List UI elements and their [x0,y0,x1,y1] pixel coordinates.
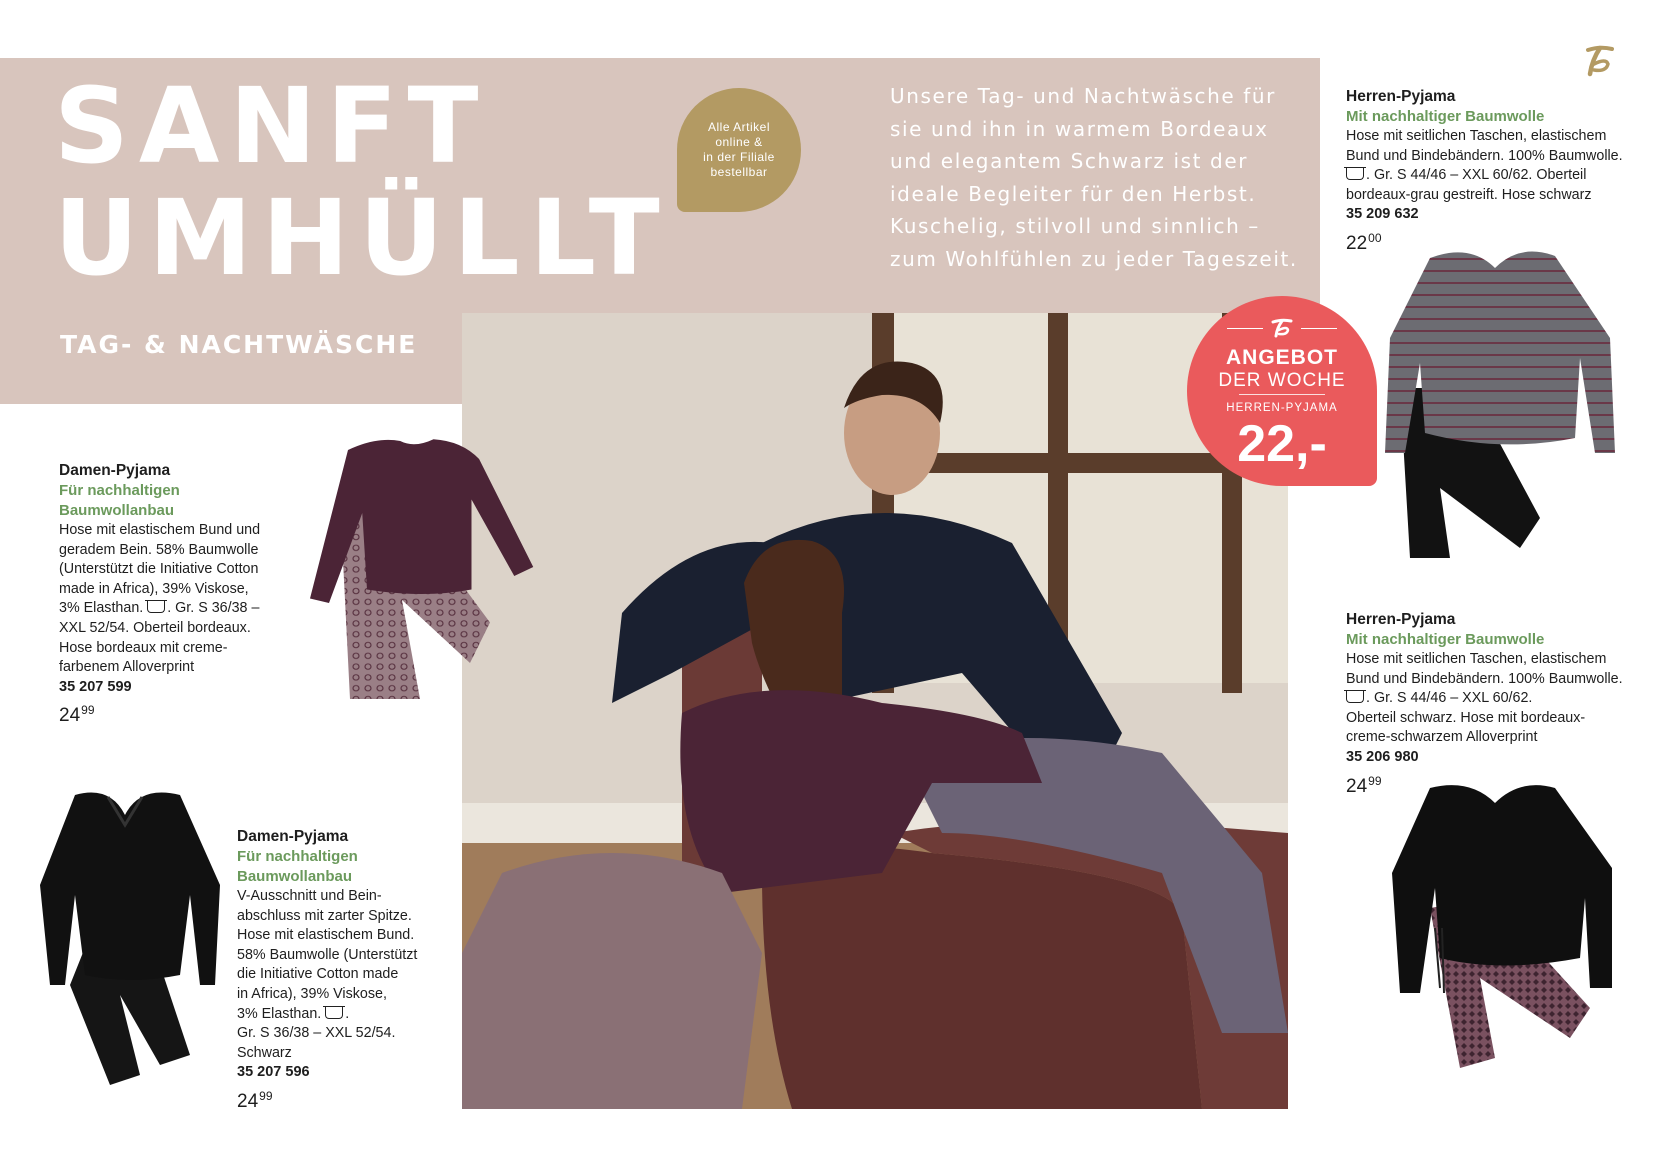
offer-divider-left [1227,328,1263,329]
product-subtitle-line: Mit nachhaltiger Baumwolle [1346,108,1545,125]
product-subtitle [1346,107,1646,127]
offer-product: HERREN-PYJAMA [1226,402,1338,414]
product-description-part: V-Ausschnitt und Bein- abschluss mit zarter Spitze. Hose mit elastischem Bund. 58% Baumwolle (Unterstützt die Initiative Cotton made in Africa), 39% Viskose, 3% Elasthan. [237,888,418,1022]
product-price-main: 24 [237,1090,259,1112]
product-price [237,1087,467,1112]
product-subtitle-line: Für nachhaltigen [59,482,180,499]
product-description [1346,127,1646,205]
product-title: Damen-Pyjama [237,828,349,845]
badge-line-3: in der Filiale [703,150,775,164]
product-damen-pyjama-2 [237,827,467,1112]
intro-line-6: zum Wohlfühlen zu jeder Tageszeit. [890,246,1298,271]
product-subtitle-line: Baumwollanbau [237,868,353,885]
offer-price: 22,- [1237,415,1327,473]
intro-line-5: Kuschelig, stilvoll und sinnlich – [890,214,1260,238]
product-description [59,521,289,678]
offer-divider-right [1301,328,1337,329]
product-description-part: . Gr. S 36/38 – XXL 52/54. Schwarz [237,1005,396,1061]
laundry-wash-icon [325,1007,343,1019]
intro-text [890,80,1310,275]
availability-badge [677,88,801,212]
product-subtitle-line: Mit nachhaltiger Baumwolle [1346,631,1545,648]
lifestyle-photo [462,313,1288,1109]
laundry-wash-icon [1346,168,1364,180]
product-price-cents: 99 [259,1088,273,1103]
product-description-part: Hose mit elastischem Bund und geradem Bein. 58% Baumwolle (Unterstützt die Initiative Cotton made in Africa), 39% Viskose, 3% Elasthan. [59,522,261,617]
damen-pyjama-black-image [30,785,230,1105]
herren-pyjama-striped-image [1380,238,1620,578]
product-description [237,887,467,1063]
offer-badge [1187,296,1377,486]
intro-line-1: Unsere Tag- und Nachtwäsche für [890,84,1276,108]
product-description-part: Hose mit seitlichen Taschen, elastischem Bund und Bindebändern. 100% Baumwolle. [1346,128,1623,164]
offer-title: ANGEBOT [1226,346,1338,369]
laundry-wash-icon [1346,691,1364,703]
product-price-main: 22 [1346,232,1368,254]
product-price-cents: 99 [81,703,95,718]
product-price-main: 24 [1346,775,1368,797]
product-article-number: 35 207 596 [237,1064,310,1081]
product-subtitle [59,481,289,521]
intro-line-3: und elegantem Schwarz ist der [890,149,1249,173]
badge-line-2: online & [715,135,763,149]
product-description [1346,650,1646,748]
product-herren-pyjama-1 [1346,87,1646,254]
product-article-number: 35 206 980 [1346,748,1419,765]
product-herren-pyjama-2 [1346,610,1646,796]
product-article-number: 35 209 632 [1346,206,1419,223]
badge-line-1: Alle Artikel [707,120,771,134]
product-subtitle [1346,630,1646,650]
product-price-cents: 99 [1368,773,1382,788]
product-price-main: 24 [59,705,81,727]
hero-band-extension [0,314,462,404]
headline-line-1: SANFT [54,65,489,187]
offer-separator [1239,394,1325,395]
offer-subtitle: DER WOCHE [1218,370,1346,391]
product-article-number: 35 207 599 [59,678,132,695]
headline-line-2: UMHÜLLT [54,177,670,299]
product-price-cents: 00 [1368,230,1382,245]
intro-line-4: ideale Begleiter für den Herbst. [890,181,1257,206]
product-description-part: . Gr. S 44/46 – XXL 60/62. Oberteil schwarz. Hose mit bordeaux- creme-schwarzem Alloverprint [1346,690,1586,746]
product-title: Herren-Pyjama [1346,88,1456,105]
product-description-part: . Gr. S 36/38 – XXL 52/54. Oberteil bordeaux. Hose bordeaux mit creme- farbenem Alloverprint [59,600,260,676]
product-subtitle-line: Für nachhaltigen [237,848,358,865]
product-description-part: . Gr. S 44/46 – XXL 60/62. Oberteil bordeaux-grau gestreift. Hose schwarz [1346,167,1592,203]
tchibo-logo-icon [1267,316,1297,340]
product-price [59,701,289,726]
intro-line-2: sie und ihn in warmem Bordeaux [890,116,1269,141]
product-subtitle [237,847,467,887]
tchibo-logo-icon [1578,40,1618,80]
herren-pyjama-black-image [1380,778,1620,1108]
badge-line-4: bestellbar [710,165,768,179]
headline [54,65,674,299]
subheadline: TAG- & NACHTWÄSCHE [60,330,418,359]
damen-pyjama-bordeaux-image [300,432,540,732]
laundry-wash-icon [147,601,165,613]
product-title: Herren-Pyjama [1346,611,1456,628]
product-title: Damen-Pyjama [59,462,171,479]
product-subtitle-line: Baumwollanbau [59,502,175,519]
product-description-part: Hose mit seitlichen Taschen, elastischem Bund und Bindebändern. 100% Baumwolle. [1346,651,1623,687]
product-damen-pyjama-1 [59,461,289,726]
